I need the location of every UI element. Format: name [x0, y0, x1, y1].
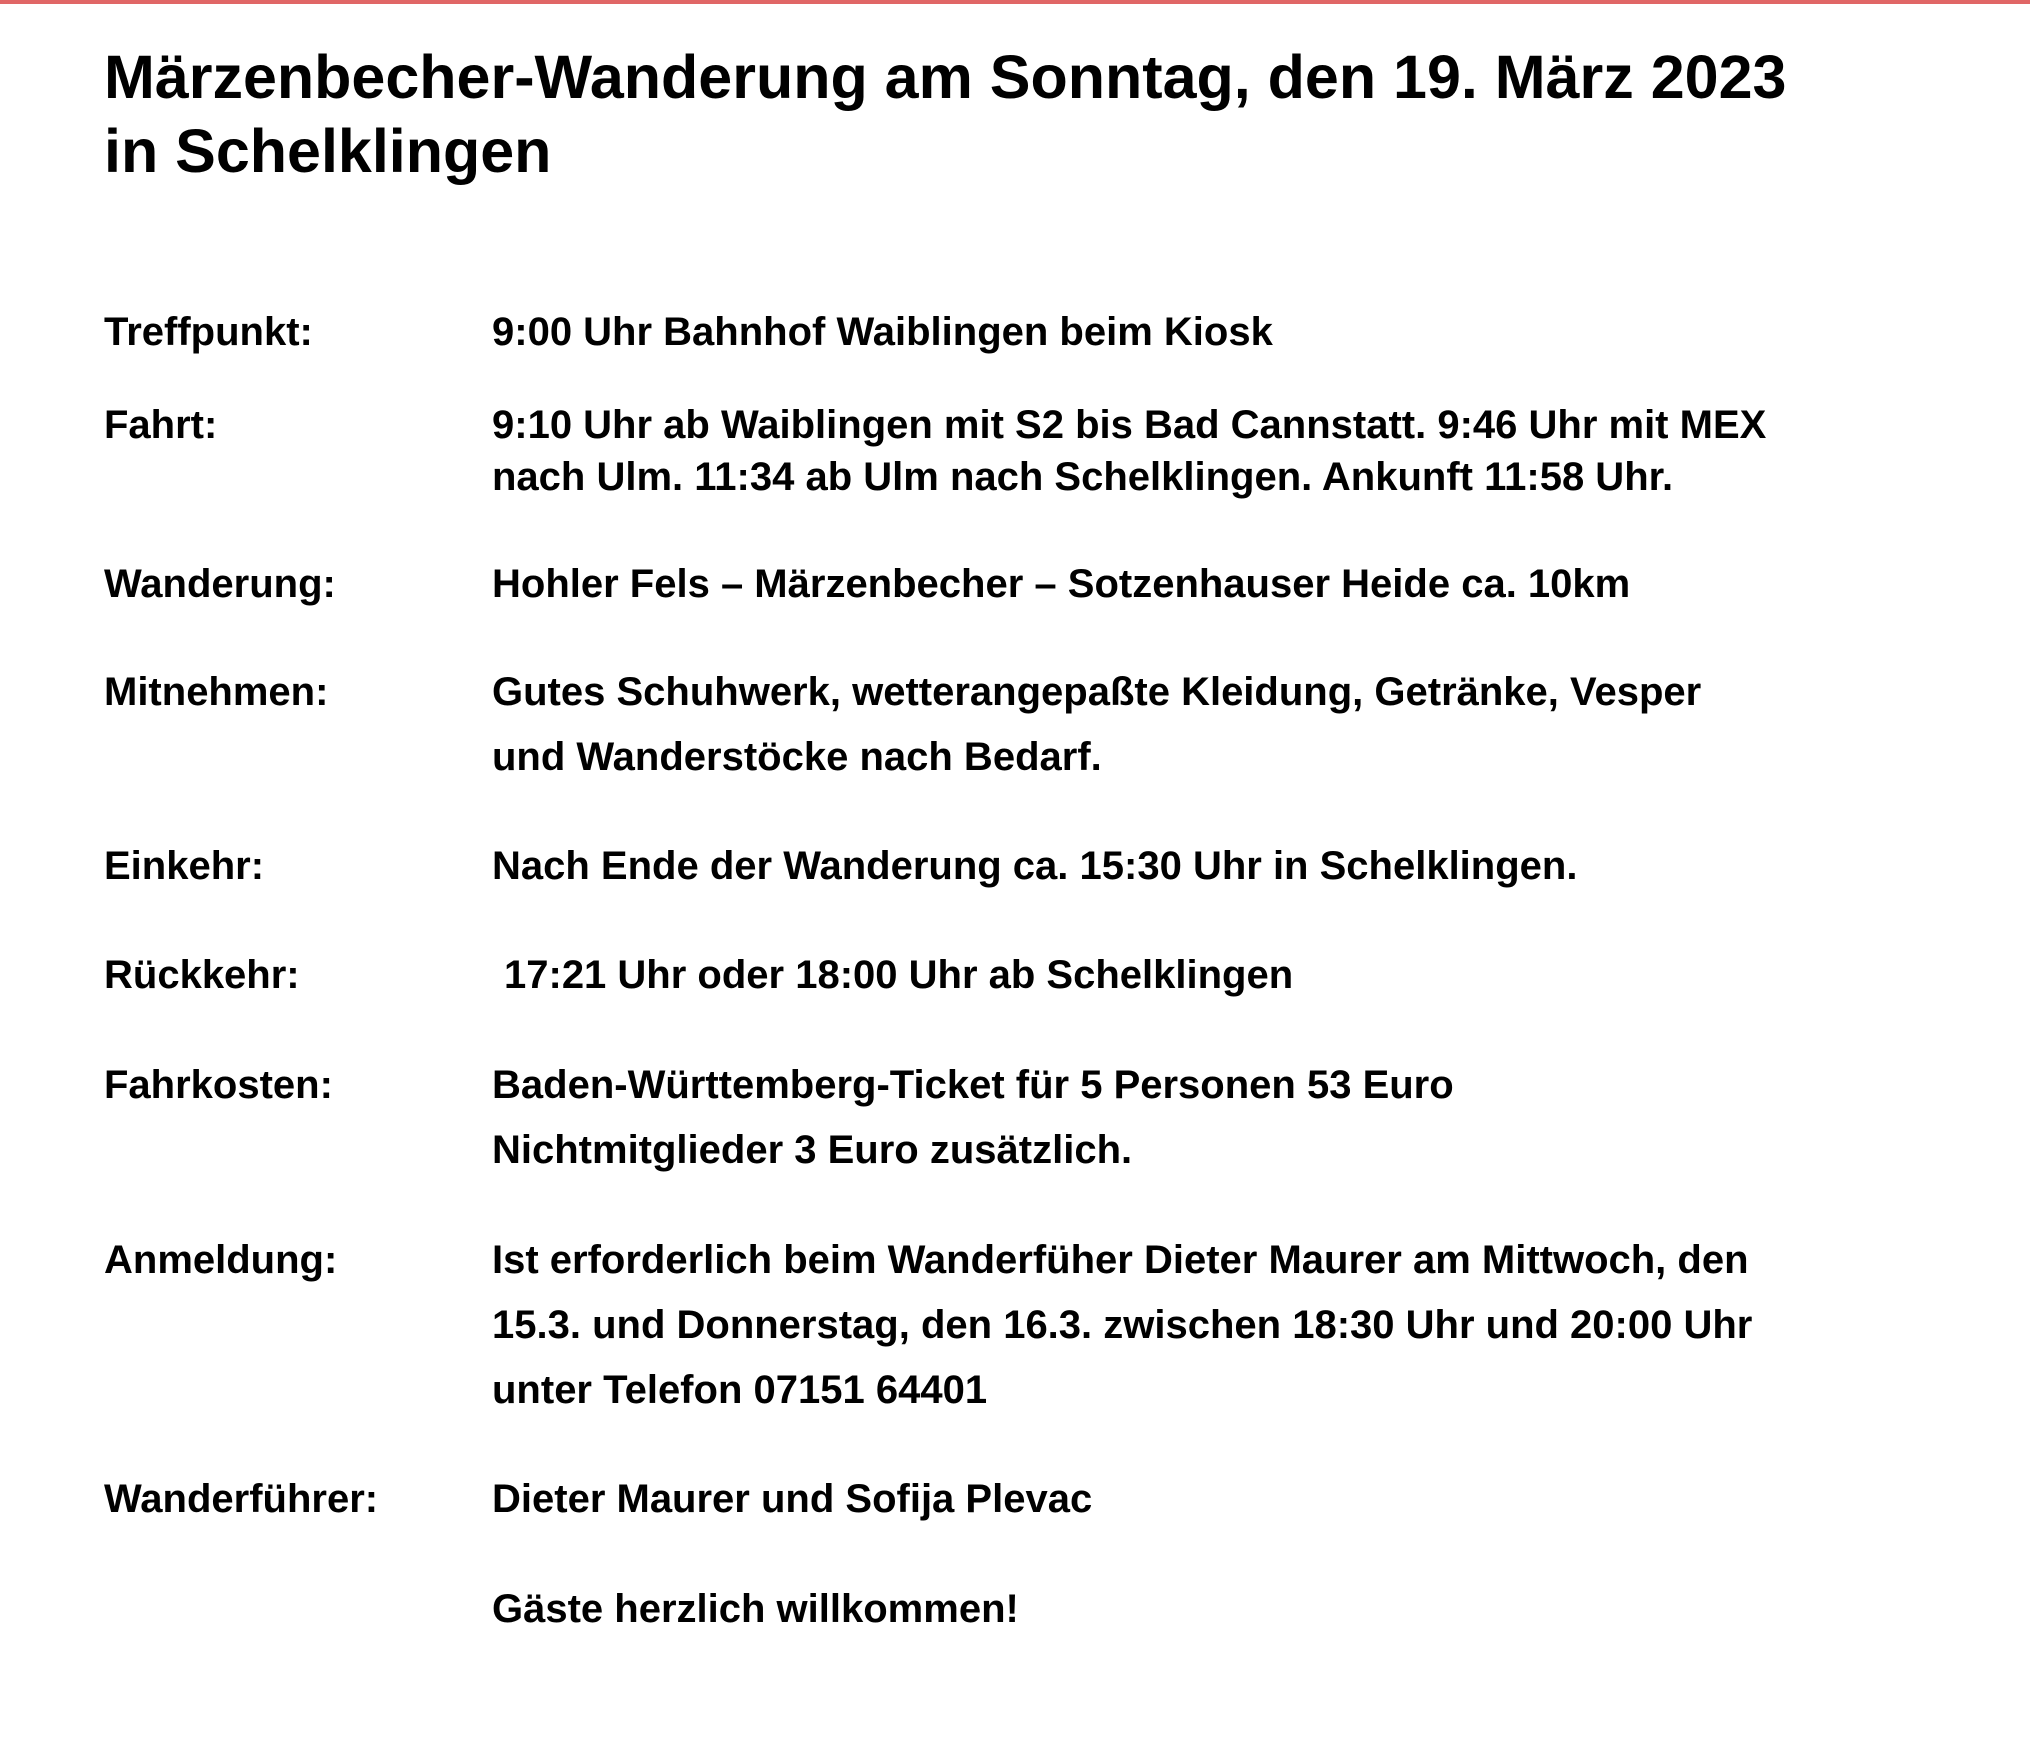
row-label: Fahrt: — [104, 403, 218, 447]
value-line: Gutes Schuhwerk, wetterangepaßte Kleidung, Getränke, Vesper — [492, 670, 1702, 714]
row-value — [492, 1053, 1962, 1183]
row-label: Wanderung: — [104, 562, 336, 606]
row-label: Anmeldung: — [104, 1238, 338, 1282]
value-line: Nach Ende der Wanderung ca. 15:30 Uhr in Schelklingen. — [492, 844, 1578, 888]
value-line: 9:10 Uhr ab Waiblingen mit S2 bis Bad Cannstatt. 9:46 Uhr mit MEX — [492, 403, 1767, 447]
row-label: Rückkehr: — [104, 953, 300, 997]
row-label: Wanderführer: — [104, 1477, 379, 1521]
title-line-1: Märzenbecher-Wanderung am Sonntag, den 19. März 2023 — [104, 43, 1787, 111]
row-value — [492, 1467, 1962, 1532]
row-value — [492, 834, 1962, 899]
row-label: Fahrkosten: — [104, 1063, 333, 1107]
value-line: 15.3. und Donnerstag, den 16.3. zwischen 18:30 Uhr und 20:00 Uhr — [492, 1303, 1753, 1347]
row-value — [492, 660, 1962, 790]
row-value — [504, 943, 1974, 1008]
row-label: Treffpunkt: — [104, 310, 313, 354]
value-line: 9:00 Uhr Bahnhof Waiblingen beim Kiosk — [492, 310, 1273, 354]
row-value — [492, 1228, 1962, 1423]
value-line: Dieter Maurer und Sofija Plevac — [492, 1477, 1093, 1521]
row-value — [492, 552, 1962, 617]
value-line: nach Ulm. 11:34 ab Ulm nach Schelklingen. Ankunft 11:58 Uhr. — [492, 455, 1674, 499]
value-line: und Wanderstöcke nach Bedarf. — [492, 735, 1102, 779]
row-value — [492, 399, 1962, 503]
value-line: Ist erforderlich beim Wanderfüher Dieter Maurer am Mittwoch, den — [492, 1238, 1749, 1282]
value-line: Nichtmitglieder 3 Euro zusätzlich. — [492, 1128, 1133, 1172]
page-title — [104, 40, 1964, 188]
closing-text — [492, 1577, 1962, 1642]
closing-line: Gäste herzlich willkommen! — [492, 1587, 1019, 1631]
value-line: unter Telefon 07151 64401 — [492, 1368, 988, 1412]
row-label: Mitnehmen: — [104, 670, 329, 714]
value-line: Hohler Fels – Märzenbecher – Sotzenhauser Heide ca. 10km — [492, 562, 1631, 606]
top-accent-rule — [0, 0, 2030, 4]
row-label: Einkehr: — [104, 844, 265, 888]
row-value — [492, 300, 1962, 365]
value-line: 17:21 Uhr oder 18:00 Uhr ab Schelklingen — [504, 953, 1294, 997]
value-line: Baden-Württemberg-Ticket für 5 Personen 53 Euro — [492, 1063, 1454, 1107]
title-line-2: in Schelklingen — [104, 117, 552, 185]
